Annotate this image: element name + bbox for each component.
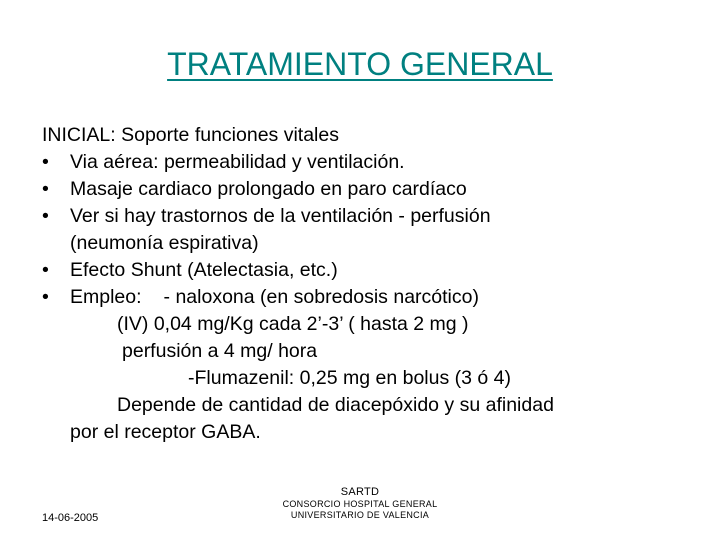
bullet-icon: • (42, 178, 49, 200)
bullet-icon: • (42, 151, 49, 173)
bullet-icon: • (42, 286, 49, 308)
empleo-line5: Depende de cantidad de diacepóxido y su afinidad (117, 394, 554, 416)
empleo-detail-line (42, 419, 702, 446)
bullet-continuation (42, 230, 702, 257)
empleo-line1: - naloxona (en sobredosis narcótico) (163, 286, 479, 308)
empleo-detail-line (42, 392, 702, 419)
intro-text: INICIAL: Soporte funciones vitales (42, 124, 339, 146)
empleo-line6: por el receptor GABA. (70, 421, 261, 443)
bullet-item (42, 203, 702, 230)
slide-body (42, 122, 702, 446)
slide-title: TRATAMIENTO GENERAL (167, 46, 553, 82)
bullet-item (42, 149, 702, 176)
empleo-detail-line (42, 338, 702, 365)
empleo-line3: perfusión a 4 mg/ hora (122, 340, 318, 362)
bullet-text: Via aérea: permeabilidad y ventilación. (70, 151, 405, 173)
footer-org-line2: UNIVERSITARIO DE VALENCIA (290, 510, 430, 520)
bullet-item (42, 176, 702, 203)
bullet-text: Ver si hay trastornos de la ventilación - perfusión (70, 205, 491, 227)
footer-organization (0, 487, 720, 521)
footer-org-line1: CONSORCIO HOSPITAL GENERAL (282, 499, 438, 509)
empleo-line2: (IV) 0,04 mg/Kg cada 2’-3’ ( hasta 2 mg ) (117, 313, 469, 335)
empleo-detail-line (42, 311, 702, 338)
empleo-line4: -Flumazenil: 0,25 mg en bolus (3 ó 4) (188, 367, 511, 389)
footer-sartd: SARTD (340, 486, 380, 498)
footer-date: 14-06-2005 (42, 512, 99, 524)
empleo-label: Empleo: (70, 286, 142, 308)
empleo-detail-line (42, 365, 702, 392)
continuation-text: (neumonía espirativa) (70, 232, 259, 254)
bullet-icon: • (42, 205, 49, 227)
bullet-icon: • (42, 259, 49, 281)
bullet-item-empleo (42, 284, 702, 311)
bullet-item (42, 257, 702, 284)
intro-line (42, 122, 702, 149)
bullet-text: Masaje cardiaco prolongado en paro cardíaco (70, 178, 467, 200)
bullet-text: Efecto Shunt (Atelectasia, etc.) (70, 259, 338, 281)
